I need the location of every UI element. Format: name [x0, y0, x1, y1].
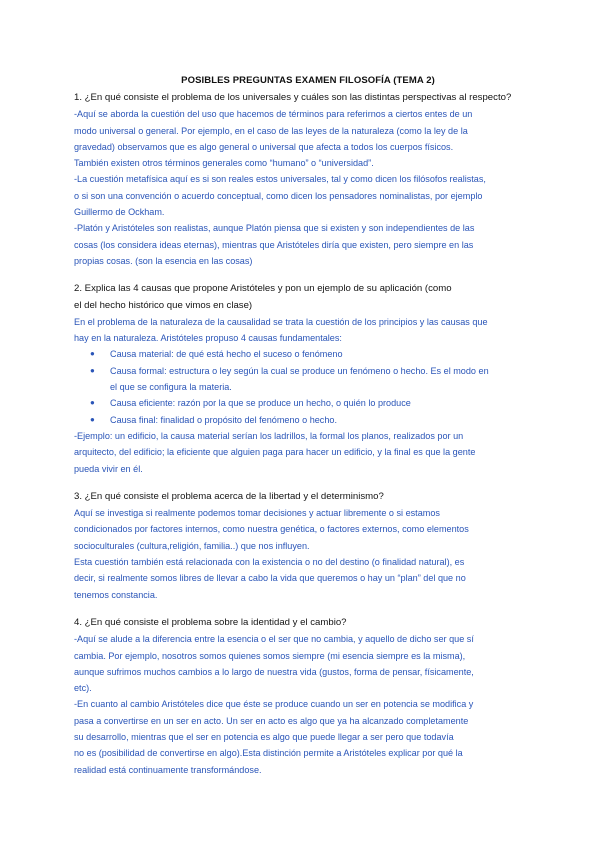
- answer-4-line: etc).: [74, 683, 92, 694]
- cause-final-item: [90, 412, 542, 428]
- question-4-section: [74, 615, 542, 778]
- answer-3-line: Aquí se investiga si realmente podemos tomar decisiones y actuar libremente o si estamos: [74, 508, 440, 519]
- answer-4-line: pasa a convertirse en un ser en acto. Un ser en acto es algo que ya ha alcanzado completamente: [74, 715, 469, 726]
- answer-1-line: -Aquí se aborda la cuestión del uso que hacemos de términos para referirnos a ciertos entes de un: [74, 109, 473, 120]
- answer-4-line: no es (posibilidad de convertirse en algo).Esta distinción permite a Aristóteles explicar por qué la: [74, 748, 463, 759]
- question-1-section: [74, 90, 542, 269]
- answer-4-line: realidad está continuamente transformándose.: [74, 764, 262, 775]
- bullet-icon: ●: [90, 349, 95, 359]
- answer-2-example-line: pueda vivir en él.: [74, 463, 143, 474]
- question-3-section: [74, 489, 542, 603]
- answer-1-line: cosas (los considera ideas eternas), mientras que Aristóteles diría que existen, pero siempre en las: [74, 239, 474, 250]
- answer-2-example-line: -Ejemplo: un edificio, la causa material serían los ladrillos, la formal los planos, realizados por un: [74, 430, 464, 441]
- answer-3-line: decir, si realmente somos libres de llevar a cabo la vida que queremos o hay un “plan” del que no: [74, 573, 466, 584]
- answer-1-line: También existen otros términos generales como “humano” o “universidad”.: [74, 158, 374, 169]
- answer-4-line: cambia. Por ejemplo, nosotros somos quienes somos siempre (mi esencia siempre es la misma),: [74, 650, 466, 661]
- answer-1-line: o si son una convención o acuerdo conceptual, como dicen los pensadores nominalistas, por ejemplo: [74, 190, 483, 201]
- answer-4-line: su desarrollo, mientras que el ser en potencia es algo que puede llegar a ser pero que todavía: [74, 731, 454, 742]
- answer-1-line: propias cosas. (son la esencia en las cosas): [74, 255, 253, 266]
- question-3-heading: 3. ¿En qué consiste el problema acerca de la libertad y el determinismo?: [74, 490, 384, 502]
- answer-2-intro-line: En el problema de la naturaleza de la causalidad se trata la cuestión de los principios y las causas que: [74, 316, 488, 327]
- answer-1-line: gravedad) observamos que es algo general o universal que afecta a todos los cuerpos físicos.: [74, 141, 454, 152]
- answer-3-line: Esta cuestión también está relacionada con la existencia o no del destino (o finalidad natural), es: [74, 557, 465, 568]
- document-title: POSIBLES PREGUNTAS EXAMEN FILOSOFÍA (TEMA 2): [181, 75, 435, 86]
- causes-list: [74, 346, 542, 427]
- bullet-icon: ●: [90, 398, 95, 408]
- question-4-heading: 4. ¿En qué consiste el problema sobre la identidad y el cambio?: [74, 616, 347, 628]
- answer-4-line: -Aquí se alude a la diferencia entre la esencia o el ser que no cambia, y aquello de dicho ser que sí: [74, 634, 474, 645]
- answer-3-line: tenemos constancia.: [74, 589, 158, 600]
- answer-1-line: -La cuestión metafísica aquí es si son reales estos universales, tal y como dicen los filósofos realistas,: [74, 174, 486, 185]
- answer-1-line: Guillermo de Ockham.: [74, 207, 165, 218]
- question-2-section: [74, 281, 542, 477]
- question-2-heading: 2. Explica las 4 causas que propone Aristóteles y pon un ejemplo de su aplicación (como: [74, 283, 452, 295]
- cause-material-item: [90, 346, 542, 362]
- cause-efficient-item: [90, 395, 542, 411]
- answer-4-line: aunque sufrimos muchos cambios a lo largo de nuestra vida (gustos, forma de pensar, físicamente,: [74, 666, 474, 677]
- cause-text: Causa final: finalidad o propósito del fenómeno o hecho.: [110, 414, 337, 425]
- cause-text: Causa eficiente: razón por la que se produce un hecho, o quién lo produce: [110, 398, 411, 409]
- answer-4-line: -En cuanto al cambio Aristóteles dice que éste se produce cuando un ser en potencia se modifica y: [74, 699, 474, 710]
- bullet-icon: ●: [90, 414, 95, 424]
- question-1-heading: 1. ¿En qué consiste el problema de los universales y cuáles son las distintas perspectivas al respecto?: [74, 92, 512, 103]
- cause-text-cont: el que se configura la materia.: [110, 382, 232, 393]
- answer-3-line: socioculturales (cultura,religión, familia..) que nos influyen.: [74, 540, 310, 551]
- answer-1-line: modo universal o general. Por ejemplo, en el caso de las leyes de la naturaleza (como la ley de la: [74, 125, 468, 136]
- answer-1-line: -Platón y Aristóteles son realistas, aunque Platón piensa que si existen y son independientes de las: [74, 223, 475, 234]
- answer-3-line: condicionados por factores internos, como nuestra genética, o factores externos, como elementos: [74, 524, 469, 535]
- question-2-heading-cont: el del hecho histórico que vimos en clase): [74, 299, 253, 311]
- answer-2-example-line: arquitecto, del edificio; la eficiente que alguien paga para hacer un edificio, y la final es que la gente: [74, 447, 476, 458]
- bullet-icon: ●: [90, 365, 95, 375]
- cause-formal-item: [90, 363, 542, 396]
- cause-text: Causa formal: estructura o ley según la cual se produce un fenómeno o hecho. Es el modo en: [110, 365, 489, 376]
- cause-text: Causa material: de qué está hecho el suceso o fenómeno: [110, 349, 343, 360]
- answer-2-intro-line: hay en la naturaleza. Aristóteles propuso 4 causas fundamentales:: [74, 333, 342, 344]
